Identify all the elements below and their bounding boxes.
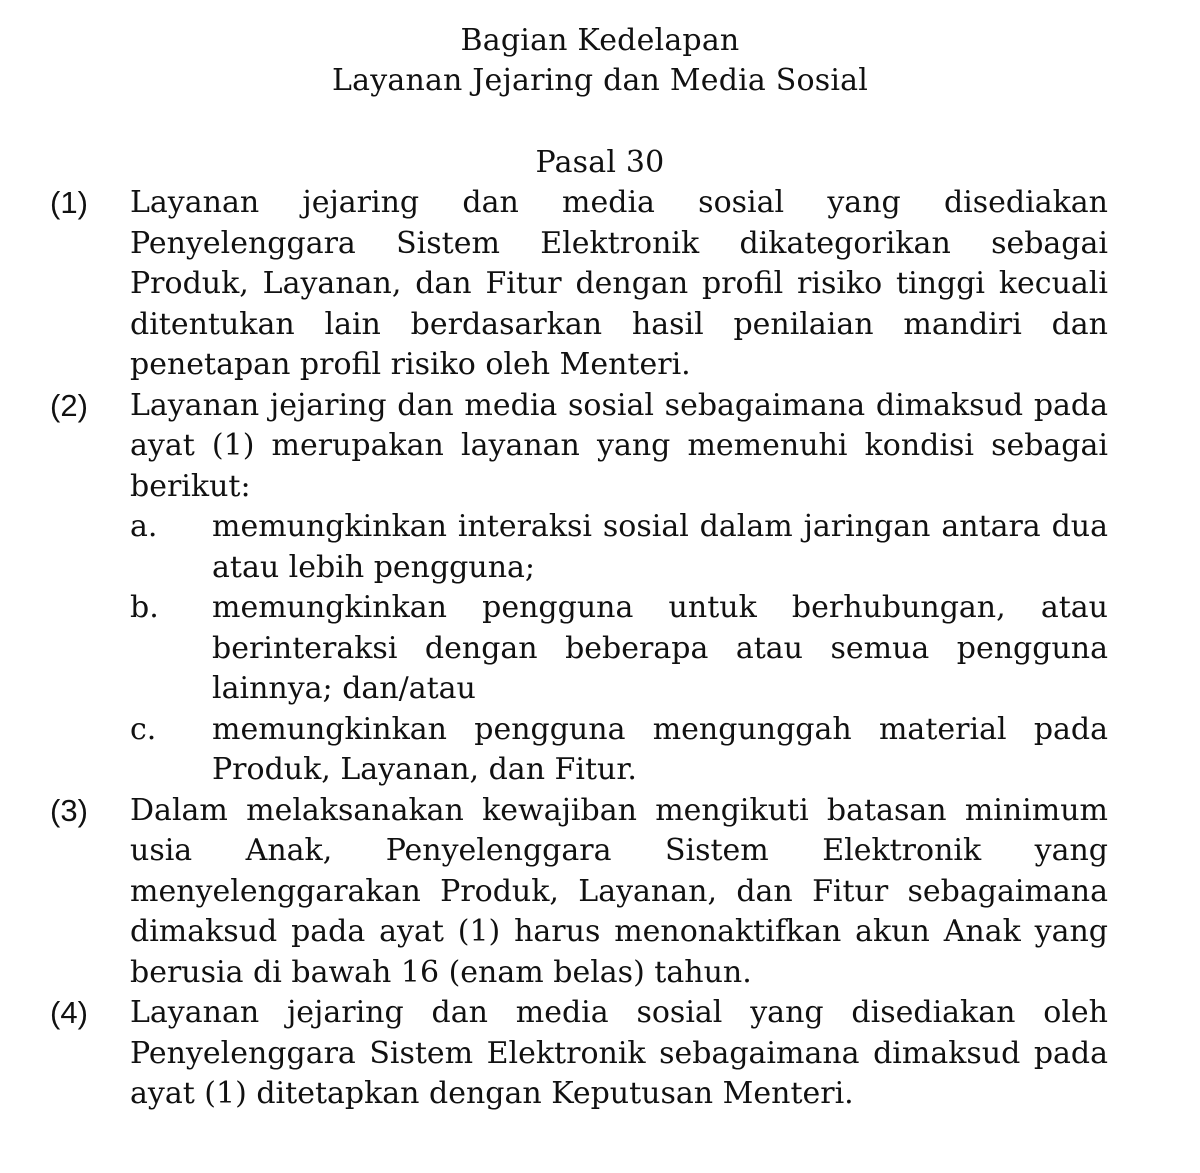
section-heading: Bagian Kedelapan: [460, 23, 740, 58]
list-item-text: memungkinkan pengguna mengunggah material pada Produk, Layanan, dan Fitur.: [212, 711, 1108, 787]
ayat-number: (1): [50, 185, 88, 220]
list-item-text: memungkinkan interaksi sosial dalam jaringan antara dua atau lebih pengguna;: [212, 509, 1108, 585]
list-item: [130, 507, 1108, 588]
list-item-letter: b.: [130, 590, 159, 625]
ayat-text: [130, 993, 1108, 1115]
ayat-1: [0, 183, 1200, 386]
ayat-number: (3): [50, 792, 88, 828]
section-title: Layanan Jejaring dan Media Sosial: [332, 63, 868, 98]
ayat-number: (2): [50, 387, 88, 423]
article-heading: Pasal 30: [535, 145, 665, 180]
ayat-4: [0, 993, 1200, 1115]
ayat-2: [0, 386, 1200, 791]
ayat-3: [0, 791, 1200, 994]
ayat-text: [130, 183, 1108, 386]
list-item: [130, 710, 1108, 791]
ayat-paragraph: Layanan jejaring dan media sosial yang disediakan oleh Penyelenggara Sistem Elektronik sebagaimana dimaksud pada ayat (1) ditetapkan dengan Keputusan Menteri.: [130, 995, 1108, 1111]
ayat-paragraph: Layanan jejaring dan media sosial sebagaimana dimaksud pada ayat (1) merupakan layanan yang memenuhi kondisi sebagai berikut:: [130, 387, 1108, 504]
list-item-letter: c.: [130, 711, 157, 747]
ayat-paragraph: Dalam melaksanakan kewajiban mengikuti batasan minimum usia Anak, Penyelenggara Sistem Elektronik yang menyelenggarakan Produk, Layanan, dan Fitur sebagaimana dimaksud pada ayat (1) harus menonaktifkan akun Anak yang berusia di bawah 16 (enam belas) tahun.: [130, 792, 1108, 990]
list-item: [130, 588, 1108, 710]
ayat-text: [130, 386, 1108, 791]
ayat-number: (4): [50, 995, 88, 1030]
list-item-letter: a.: [130, 509, 158, 544]
ayat-text: [130, 791, 1108, 994]
list-item-text: memungkinkan pengguna untuk berhubungan, atau berinteraksi dengan beberapa atau semua pengguna lainnya; dan/atau: [212, 590, 1108, 706]
ayat-paragraph: Layanan jejaring dan media sosial yang disediakan Penyelenggara Sistem Elektronik dikategorikan sebagai Produk, Layanan, dan Fitur dengan profil risiko tinggi kecuali ditentukan lain berdasarkan hasil penilaian mandiri dan penetapan profil risiko oleh Menteri.: [130, 185, 1108, 382]
